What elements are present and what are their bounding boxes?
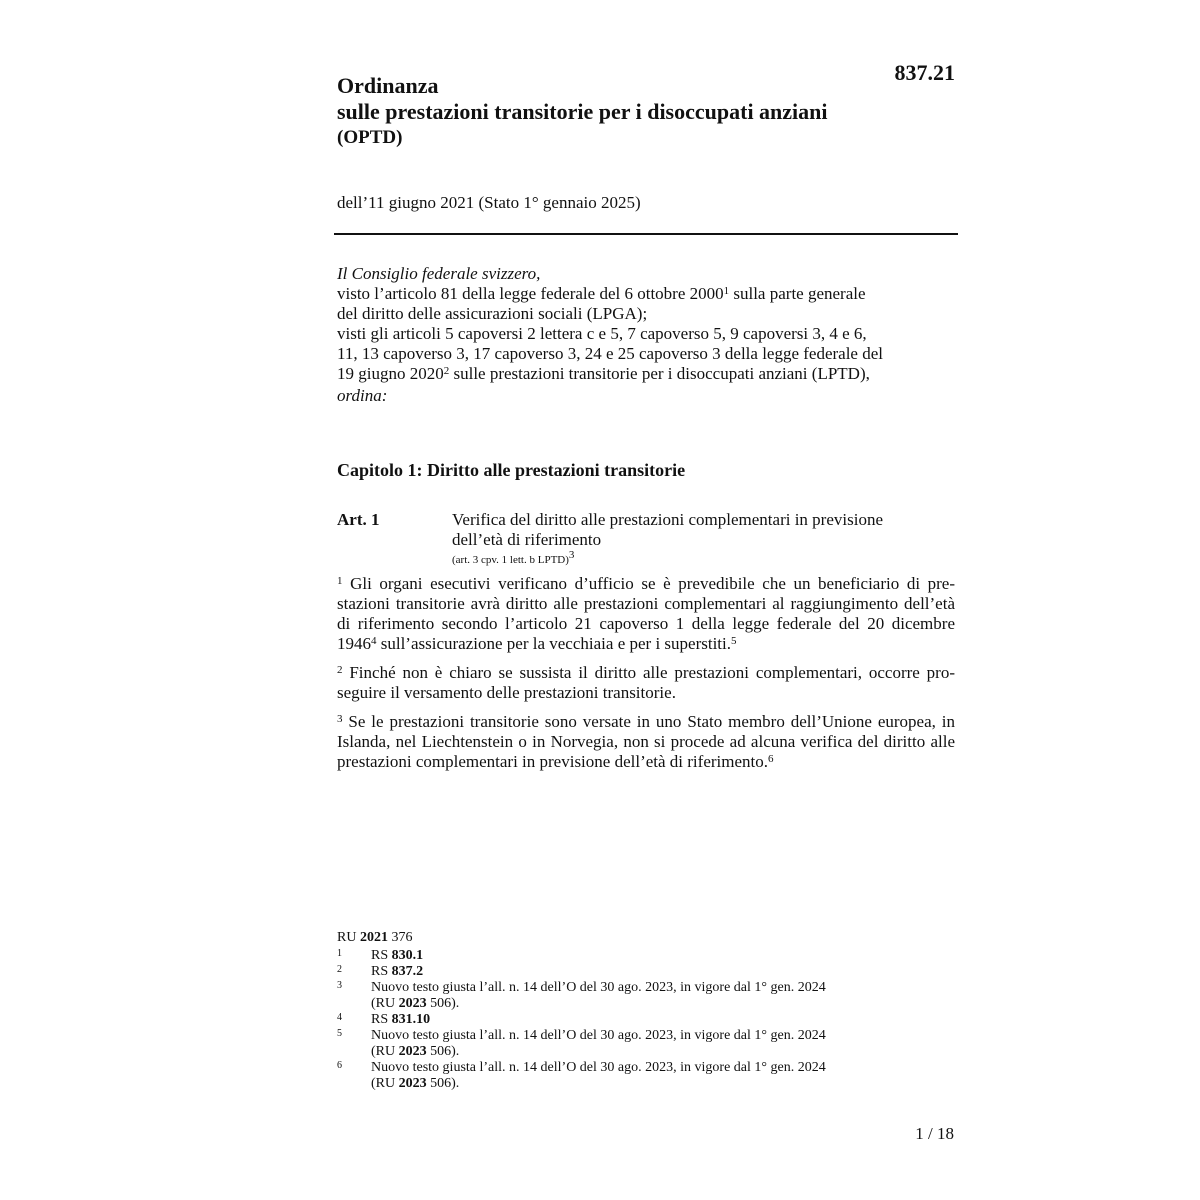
article-label: Art. 1 bbox=[337, 510, 380, 529]
paragraph-3: $^3$ Se le prestazioni transitorie sono versate in uno Stato membro dell’Unione europea, in Islanda, nel Liechtenstein o in Norvegia, non si procede ad alcuna verifica del diritto alle prestazioni complementari in previsione dell’età di riferimento.$^6$ bbox=[337, 712, 955, 771]
chapter-heading: Capitolo 1: Diritto alle prestazioni transitorie bbox=[337, 460, 686, 480]
footnote-6: 6 Nuovo testo giusta l’all. n. 14 dell’O del 30 ago. 2023, in vigore dal 1° gen. 2024 (RU 2023 506). bbox=[337, 1060, 826, 1091]
footnote-ref-5[interactable]: 5 bbox=[731, 635, 737, 647]
footnotes bbox=[337, 930, 957, 1092]
preamble-line-4: 11, 13 capoverso 3, 17 capoverso 3, 24 e 25 capoverso 3 della legge federale del bbox=[337, 344, 884, 363]
article-title-line-1: Verifica del diritto alle prestazioni complementari in previsione bbox=[452, 510, 883, 529]
footnote-3: 3 Nuovo testo giusta l’all. n. 14 dell’O del 30 ago. 2023, in vigore dal 1° gen. 2024 (RU 2023 506). bbox=[337, 980, 826, 1011]
footnote-ref-6[interactable]: 6 bbox=[768, 753, 774, 765]
article-title-line-2: dell’età di riferimento bbox=[452, 530, 602, 549]
footnote-1: 1 RS 830.1 bbox=[337, 948, 424, 963]
document-date: dell’11 giugno 2021 (Stato 1° gennaio 2025) bbox=[337, 193, 641, 212]
footnote-ref-4[interactable]: 4 bbox=[371, 635, 377, 647]
preamble-line-2: del diritto delle assicurazioni sociali (LPGA); bbox=[337, 304, 648, 323]
preamble-orders: ordina: bbox=[337, 386, 388, 405]
preamble-line-5: 19 giugno 2020$^2$ sulle prestazioni transitorie per i disoccupati anziani (LPTD), bbox=[337, 364, 870, 383]
footnote-4: 4 RS 831.10 bbox=[337, 1012, 431, 1027]
paragraph-2: $^2$ Finché non è chiaro se sussista il diritto alle prestazioni complementari, occorre pro-seguire il versamento delle prestazioni transitorie. bbox=[337, 663, 955, 702]
page-number: 1 / 18 bbox=[915, 1124, 954, 1143]
article-title bbox=[452, 510, 942, 550]
paragraph-number: 2 bbox=[337, 664, 343, 676]
paragraph-1: $^1$ Gli organi esecutivi verificano d’ufficio se è prevedibile che un beneficiario di pre-stazioni transitorie avrà diritto alle prestazioni complementari al raggiungimento dell’età di riferimento secondo l’articolo 21 capoverso 1 della legge federale del 20 dicembre 1946$^4$ sull’assicurazione per la vecchiaia e per i superstiti.$^5$ bbox=[337, 574, 955, 653]
preamble bbox=[337, 264, 957, 406]
paragraph-number: 3 bbox=[337, 713, 343, 725]
title-line-1: Ordinanza bbox=[337, 73, 439, 98]
header-divider bbox=[334, 233, 958, 235]
article-reference: (art. 3 cpv. 1 lett. b LPTD)$^3$ bbox=[452, 549, 575, 566]
footnote-ref-2[interactable]: 2 bbox=[443, 365, 450, 377]
footnote-ref-1[interactable]: 1 bbox=[723, 285, 730, 297]
preamble-line-3: visti gli articoli 5 capoversi 2 lettera c e 5, 7 capoverso 5, 9 capoversi 3, 4 e 6, bbox=[337, 324, 867, 343]
footnote-ref-3[interactable]: 3 bbox=[568, 549, 575, 561]
document-number: 837.21 bbox=[894, 60, 955, 85]
preamble-authority: Il Consiglio federale svizzero, bbox=[337, 264, 541, 283]
document-title bbox=[337, 73, 828, 151]
footnote-5: 5 Nuovo testo giusta l’all. n. 14 dell’O del 30 ago. 2023, in vigore dal 1° gen. 2024 (RU 2023 506). bbox=[337, 1028, 826, 1059]
title-line-2: sulle prestazioni transitorie per i disoccupati anziani bbox=[337, 99, 828, 124]
title-abbreviation: (OPTD) bbox=[337, 127, 403, 148]
paragraph-number: 1 bbox=[337, 575, 343, 587]
preamble-line-1: visto l’articolo 81 della legge federale del 6 ottobre 2000$^1$ sulla parte generale bbox=[337, 284, 866, 303]
official-compilation-ref: RU 2021 376 bbox=[337, 930, 413, 945]
footnote-2: 2 RS 837.2 bbox=[337, 964, 424, 979]
